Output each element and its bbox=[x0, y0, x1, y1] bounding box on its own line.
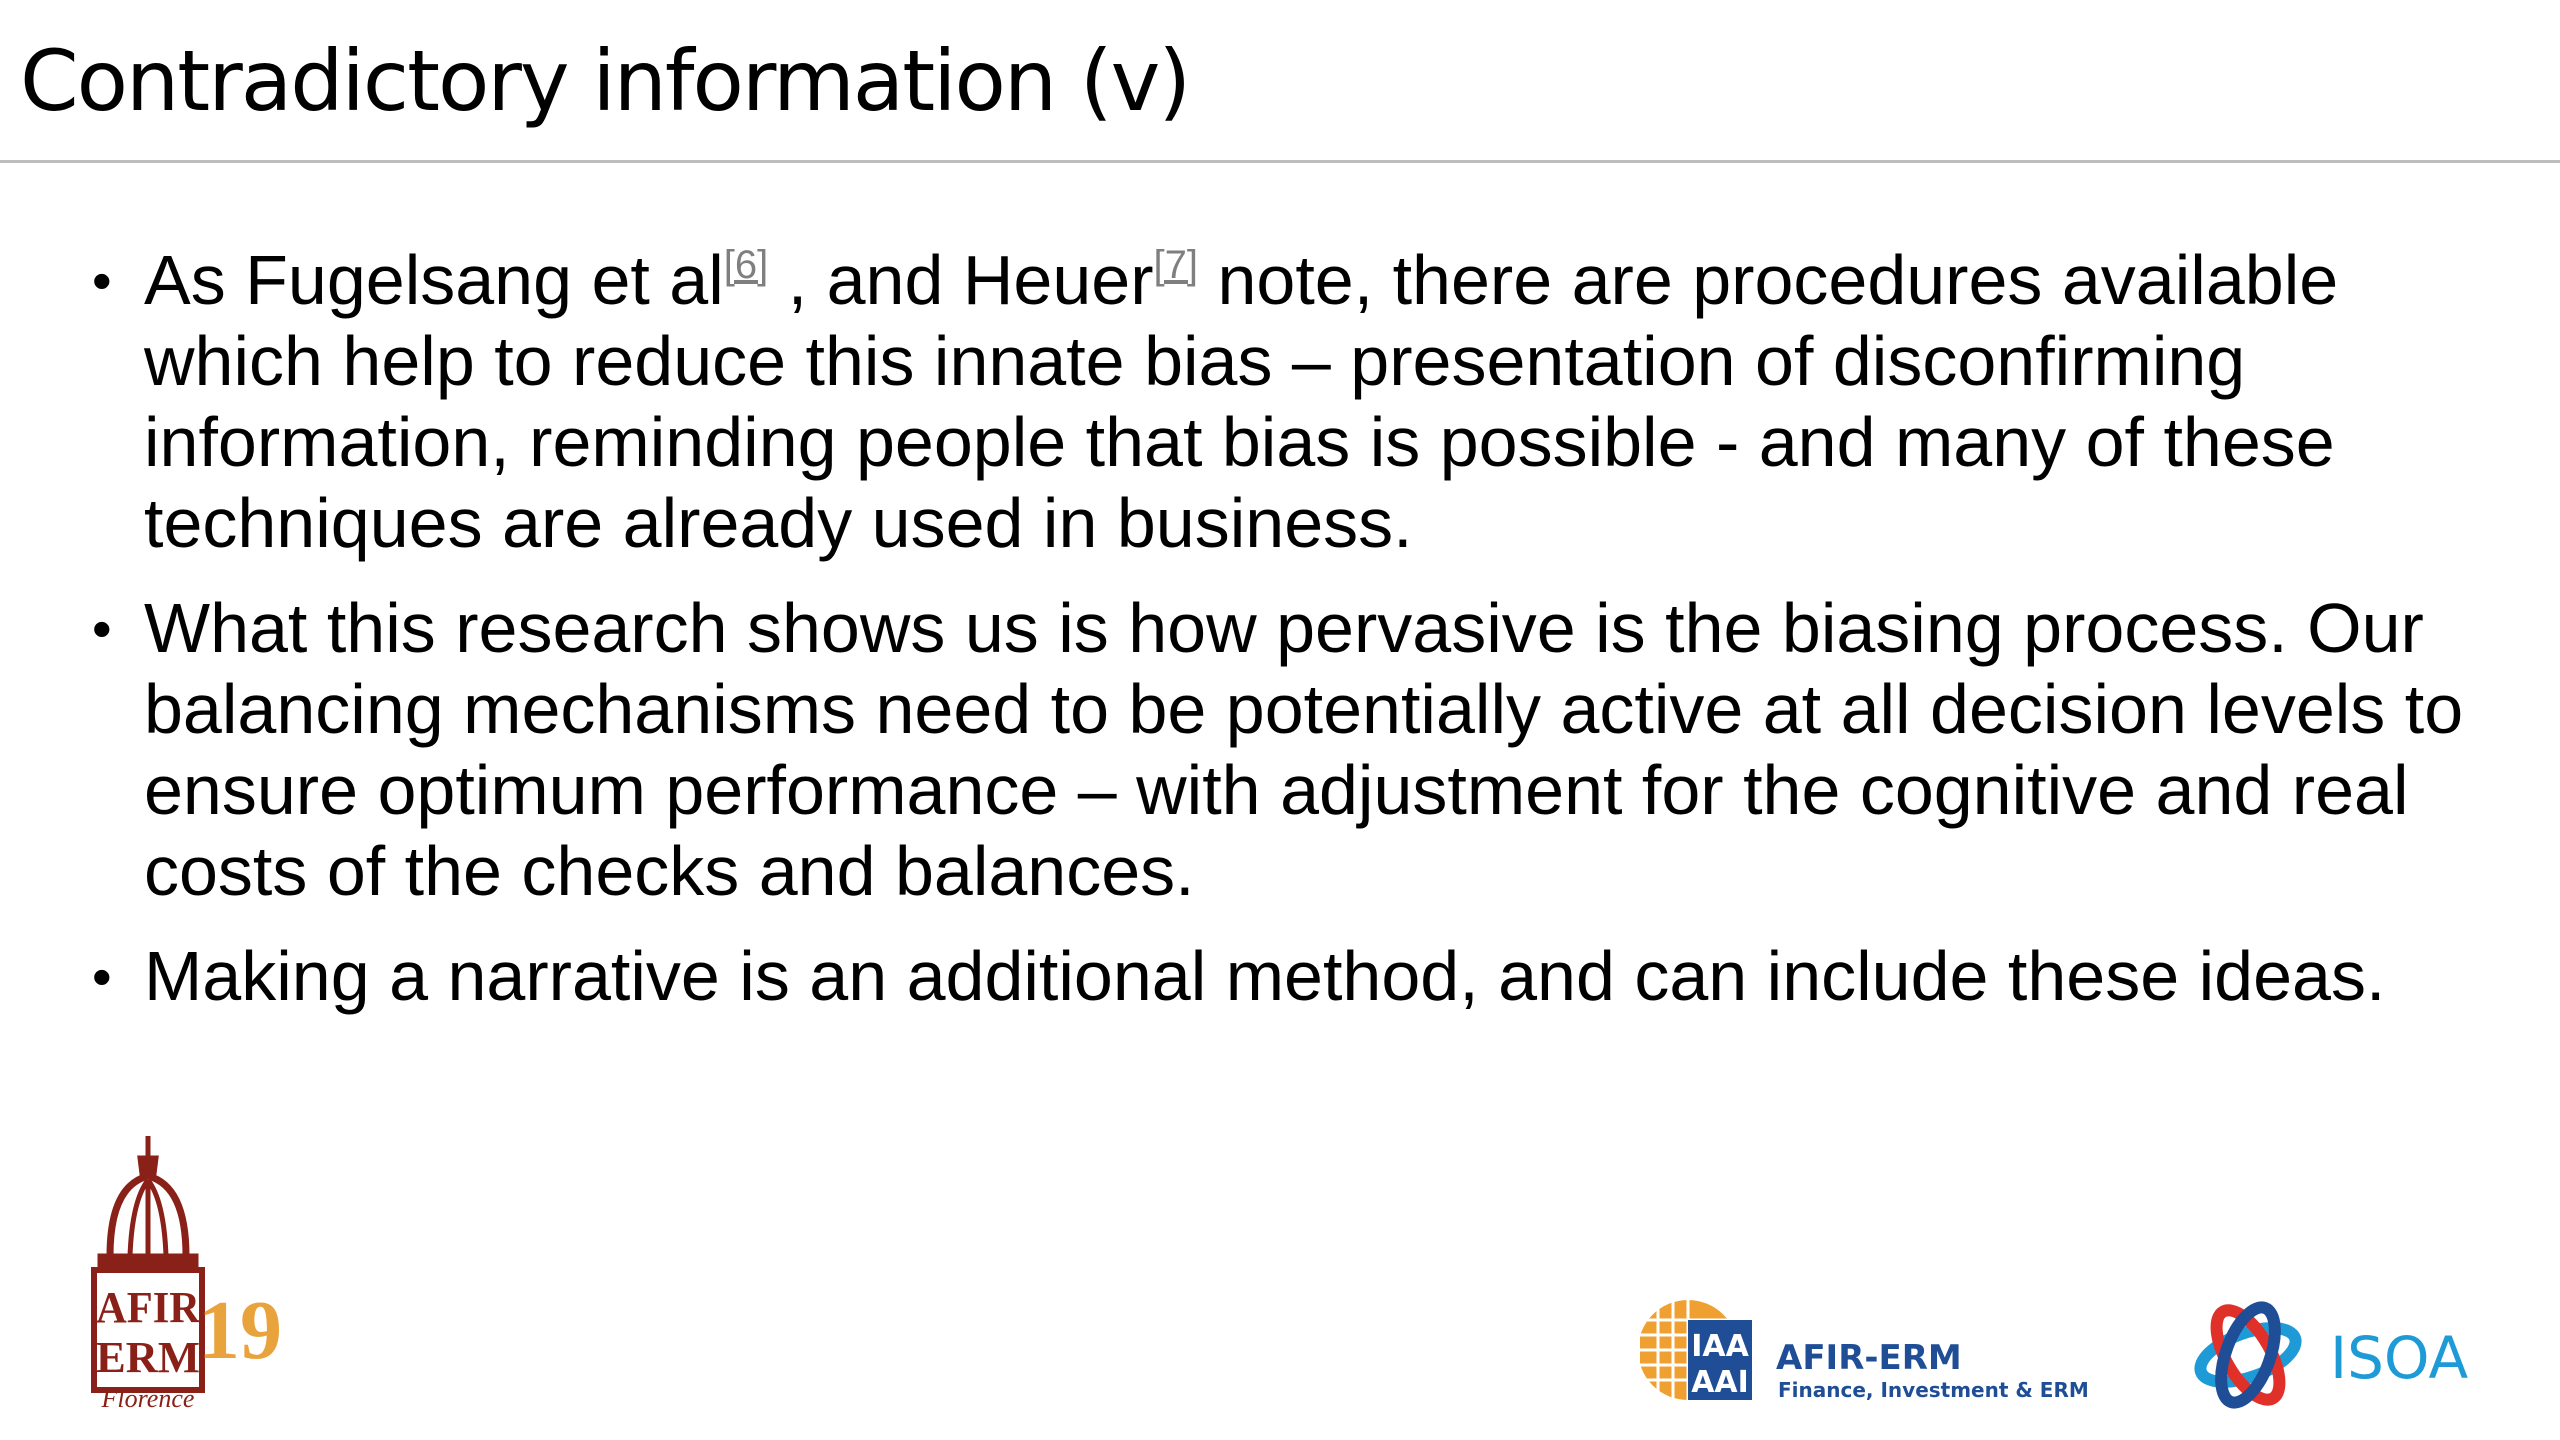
isoa-brand-name: ISOA bbox=[2330, 1324, 2469, 1392]
bullet-marker: • bbox=[92, 249, 112, 312]
bullet-item bbox=[92, 240, 2512, 564]
bullet-marker: • bbox=[92, 945, 112, 1008]
iaa-brand-name: AFIR-ERM bbox=[1776, 1338, 1962, 1378]
afir-line1: AFIR bbox=[96, 1283, 202, 1332]
bullet-marker: • bbox=[92, 597, 112, 660]
title-divider bbox=[0, 160, 2560, 163]
afir-city: Florence bbox=[101, 1384, 195, 1413]
bullet-text: What this research shows us is how pervasive is the biasing process. Our balancing mechanisms need to be potentially active at all decision levels to ensure optimum performance – with adjustment for the cognitive and real costs of the checks and balances. bbox=[144, 589, 2464, 910]
iaa-badge-bottom: AAI bbox=[1691, 1365, 1749, 1400]
iaa-logo bbox=[1640, 1290, 1760, 1410]
bullet-list bbox=[92, 240, 2512, 1041]
citation-link-7[interactable]: [7] bbox=[1153, 243, 1199, 287]
bullet-item bbox=[92, 588, 2512, 912]
iaa-badge-top: IAA bbox=[1691, 1329, 1749, 1364]
isoa-logo bbox=[2188, 1300, 2308, 1410]
afir-line2: ERM bbox=[96, 1333, 200, 1382]
orbit-icon bbox=[2193, 1300, 2302, 1409]
afir-year: 19 bbox=[198, 1284, 282, 1377]
iaa-brand-subtitle: Finance, Investment & ERM bbox=[1778, 1378, 2089, 1402]
bullet-text bbox=[144, 241, 2338, 562]
afir-erm-19-logo bbox=[80, 1136, 290, 1416]
bullet-text-part: note, there are procedures available which help to reduce this innate bias – presentation of disconfirming information, reminding people that bias is possible - and many of these techniques are already used in business. bbox=[144, 241, 2339, 562]
bullet-text-part: As Fugelsang et al bbox=[144, 241, 724, 319]
bullet-text-part: , and Heuer bbox=[768, 241, 1154, 319]
slide-title: Contradictory information (v) bbox=[20, 32, 1190, 130]
bullet-item bbox=[92, 936, 2512, 1017]
bullet-text: Making a narrative is an additional method, and can include these ideas. bbox=[144, 937, 2386, 1015]
citation-link-6[interactable]: [6] bbox=[723, 243, 769, 287]
